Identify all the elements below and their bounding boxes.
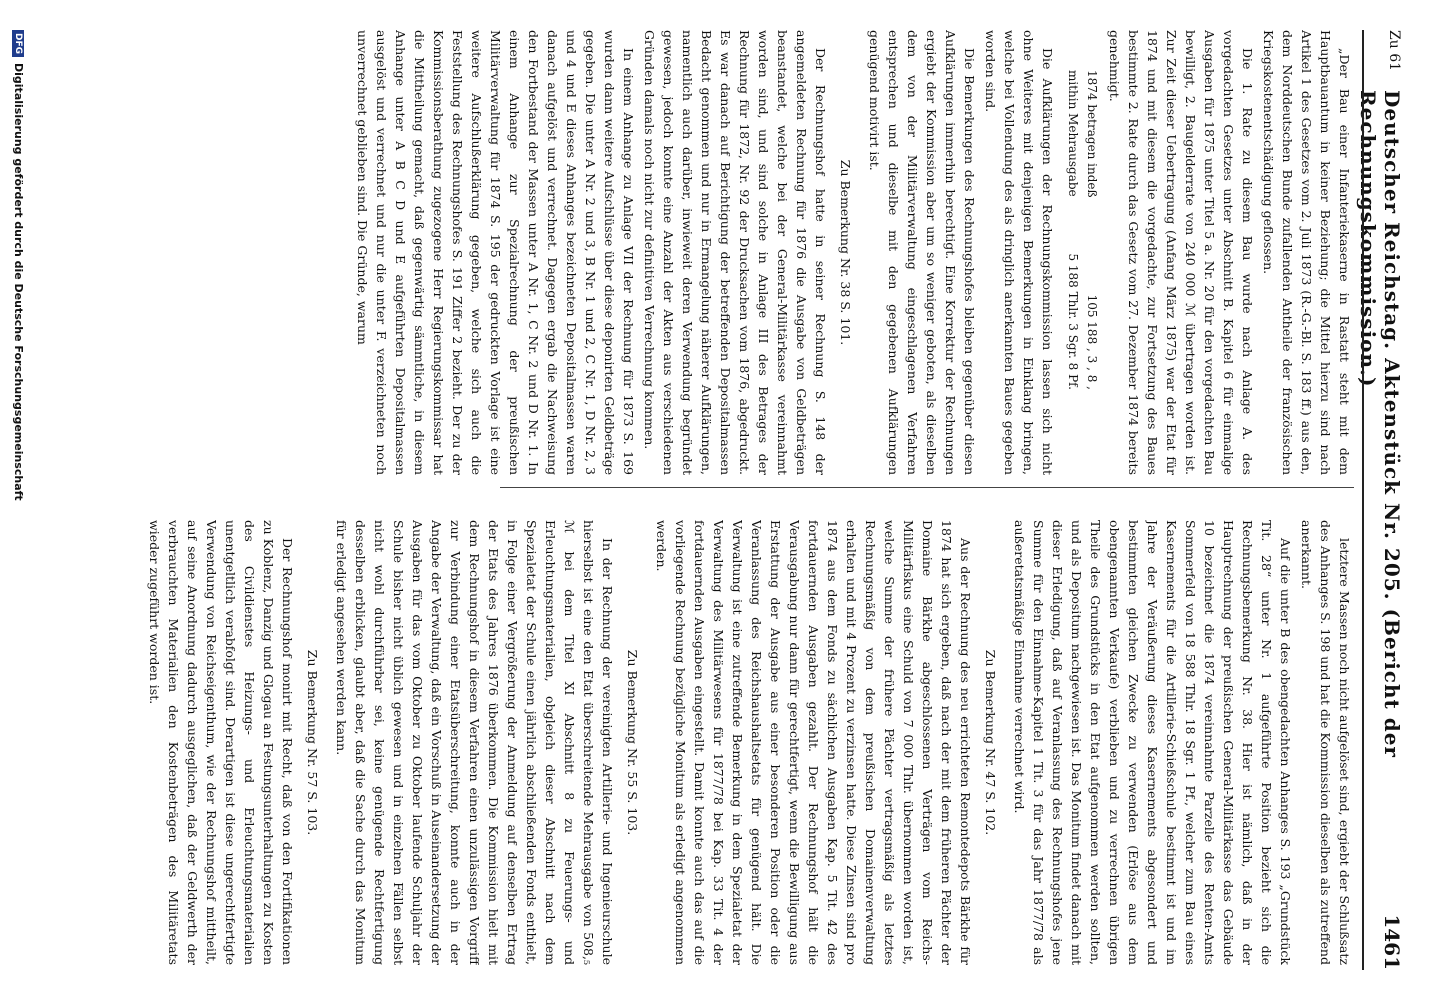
table-row	[1082, 70, 1101, 390]
table-cell: 1874 betragen indeß	[1085, 70, 1099, 198]
footer-text: Digitalisierung gefördert durch die Deutsche Forschungsgemeinschaft	[12, 63, 25, 501]
digitization-footer	[12, 30, 25, 501]
paragraph: Aus der Rechnung des neu errichteten Remontedepots Bärkhe für 1874 hat sich ergeben, daß nach der mit dem früheren Pächter der Domaine Bärkhe abgeschlossenen Verträgen vom Reichs-Militärfiskus eine Schuld von 7 000 Thlr. übernommen worden ist, welche Summe der frühere Pächter vertragsmäßig als letztes Rechnungsmäßig von dem preußischen Domainenverwaltung erhalten und mit 4 Prozent zu verzinsen hatte. Diese Zinsen sind pro 1874 aus dem Fonds zu sächlichen Ausgaben Kap. 5 Tit. 42 des fortdauernden Ausgaben gezahlt. Der Rechnungshof hält die Verausgabung nur dann für gerechtfertigt, wenn die Bewilligung aus Erstattung der Ausgabe aus einer besonderen Position oder die Veranlassung des Reichshaushaltsetats für genügend hält. Die Verwaltung ist eine zutreffende Bemerkung in dem Spezialetat der Verwaltung des Militärwesens für 1877/78 bei Kap. 33 Tit. 4 der fortdauernden Ausgaben eingestellt. Damit konnte auch das auf die vorliegende Rechnung bezügliche Monitum als erledigt angenommen werden.	[654, 520, 973, 965]
paragraph: In einem Anhange zu Anlage VII der Rechnung für 1873 S. 169 wurden dann weitere Aufschlüsse über diese deponirten Geldbeträge gegeben. Die unter A Nr. 2 und 3, B Nr. 1 und 2, C Nr. 1, D Nr. 2, 3 und 4 und E dieses Anhanges bezeichneten Depositalmassen waren danach aufgelöst und verrechnet. Dagegen ergab die Nachweisung den Fortbestand der Massen unter A Nr. 1, C Nr. 2 und D Nr. 1. In einem Anhange zur Spezialrechnung der preußischen Militärverwaltung für 1874 S. 195 der gedruckten Vorlage ist eine weitere Aufschlußerklärung gegeben, welche sich auch die Feststellung des Rechnungshofes S. 191 Ziffer 2 bezieht. Der zu der Kommissionsberathung zugezogene Herr Regierungskommissar hat die Mittheilung gemacht, daß gegenwärtig sämmtliche, in diesem Anhange unter A B C D und E aufgeführten Depositalmassen ausgelöst und verrechnet und nur die unter F. verzeichneten noch unverrechnet geblieben sind. Die Gründe, warum	[355, 30, 636, 475]
section-heading: Zu Bemerkung Nr. 47 S. 102.	[983, 649, 998, 836]
paragraph: Der Rechnungshof hatte in seiner Rechnung S. 148 der angemeldeten Rechnung für 1876 die Ausgabe von Geldbeträgen beanstandet, welche bei der General-Militärkasse vereinnahmt worden sind, und sind solche in Anlage III des Betrages der Rechnung für 1872, Nr. 92 der Drucksachen vom 1876, abgedruckt. Es war danach auf Berichtigung der betreffenden Depositalmassen Bedacht genommen und nur in Ermangelung näherer Aufklärungen, namentlich auch darüber, inwieweit deren Verwendung begründet gewesen, jedoch konnte eine Anzahl der Akten aus verschiedenen Gründen damals noch nicht zur definitiven Verrechnung kommen.	[642, 30, 828, 475]
table-cell: mithin Mehrausgabe	[1066, 70, 1080, 197]
paragraph: Die 1. Rate zu diesem Bau wurde nach Anlage A. des vorgedachten Gesetzes unter Abschnitt B. Kapitel 6 für einmalige Ausgaben für 1875 unter Titel 5 a. Nr. 20 für den vorgedachten Bau bewilligt, 2. Baugelderrate von 240 000 ℳ übertragen worden ist. Zur Zeit dieser Uebertragung (Anfang März 1875) war der Etat für 1874 und mit diesem die vorgedachte, zur Fortsetzung des Baues bestimmte 2. Rate durch das Gesetz vom 27. Dezember 1874 bereits genehmigt.	[1107, 30, 1255, 475]
left-column	[60, 30, 1354, 475]
paragraph: Auf die unter B des obengedachten Anhanges S. 193 „Grundstück Tit. 28“ unter Nr. 1 aufgeführte Position bezieht sich die Rechnungsbemerkung Nr. 38. Hier ist nämlich, daß in der Hauptrechnung der preußischen General-Militärkasse das Gebäude 10 bezeichnet die 1874 vereinnahmte Parzelle des Renten-Amts Sommerfeld von 18 588 Thlr. 18 Sgr. 1 Pf., welcher zum Bau eines Kasernements für die Artillerie-Schießschule bestimmt ist und im Jahre der Veräußerung dieses Kasernements abgesondert und bestimmten gleichen Zwecke zu verwenden (Erlöse aus dem obengenannten Verkaufe) verblieben und zu verrechnen übrigen Theile des Grundstücks in den Etat aufgenommen werden sollten, und als Depositum nachgewiesen ist. Das Monitum findet danach mit dieser Erledigung, daß auf Veranlassung des Rechnungshofes jene Summe für den Einnahme-Kapitel 1 Tit. 3 für das Jahr 1877/78 als außeretatsmäßige Einnahme verrechnet wird.	[1012, 520, 1293, 965]
section-heading: Zu Bemerkung Nr. 55 S. 103.	[625, 649, 640, 836]
paragraph: Der Rechnungshof monirt mit Recht, daß von den Fortifikationen zu Koblenz, Danzig und Glogau an Festungsunterhaltungen zu Kosten des Civildienstes Heizungs- und Erleuchtungsmaterialien unentgeltlich verabfolgt sind. Derartigen ist diese ungerechtfertigte Verwendung von Reichseigenthum, wie der Rechnungshof mittheilt, auf seine Anordnung dadurch ausgeglichen, daß der Geldwerth der verbrauchten Materialien den Kostenbeträgen des Militäretats wieder zugeführt worden ist.	[147, 520, 295, 965]
paragraph: „Der Bau einer Infanteriekaserne in Rastatt steht mit dem Hauptbauantum in keiner Beziehung; die Mittel hierzu sind nach Artikel 1 des Gesetzes vom 2. Juli 1873 (R.-G.-Bl. S. 183 ff.) aus den, dem Norddeutschen Bunde zufallenden Antheile der französischen Kriegskostenentschädigung geflossen.	[1261, 30, 1352, 475]
paragraph: Die Aufklärungen der Rechnungskommission lassen sich nicht ohne Weiteres mit denjenigen Bemerkungen in Einklang bringen, welche bei Vollendung des als dringlich anerkannten Baues gegeben worden sind.	[983, 30, 1055, 475]
table-cell: 105 188 , 3 , 8 ,	[1085, 294, 1099, 390]
paragraph: In der Rechnung der vereinigten Artillerie- und Ingenieurschule hierselbst ist eine den Etat überschreitende Mehrausgabe von 508,₅ ℳ bei dem Titel XI Abschnitt 8 zu Feuerungs- und Erleuchtungsmaterialien, obgleich dieser Abschnitt nach dem Spezialetat der Schule einen jährlich abschließenden Fonds enthielt, in Folge einer Vergrößerung der Anmeldung auf denselben Ertrag der Etats des Jahres 1876 überkommen. Die Kommission hielt mit dem Rechnungshof in diesem Verfahren einen unzulässigen Vorgriff zur Verbindung einer Etatsüberschreitung, konnte auch in der Angabe der Verwaltung, daß ein Vorschuß in Auseinandersetzung der Ausgaben für das vom Oktober zu Oktober laufende Schuljahr der Schule bisher nicht üblich gewesen und in einzelnen Fällen selbst nicht wohl durchführbar sei, keine genügende Rechtfertigung desselben erblicken, glaubt aber, daß die Sache durch das Monitum für erledigt angesehen werden kann.	[334, 520, 615, 965]
header-rule	[1362, 30, 1364, 970]
page-number: 1461	[1380, 914, 1404, 970]
paragraph: letztere Massen noch nicht aufgelöset sind, ergiebt der Schlußsatz des Anhanges S. 198 und hat die Kommission dieselben als zutreffend anerkannt.	[1299, 520, 1352, 965]
page-title: Deutscher Reichstag. Aktenstück Nr. 205. (Bericht der Rechnungskommission.)	[1356, 90, 1404, 758]
section-heading: Zu Bemerkung Nr. 57 S. 103.	[305, 649, 320, 836]
right-column	[60, 520, 1354, 965]
dfg-logo: DFG	[13, 30, 25, 57]
page-ref: Zu 61	[1386, 30, 1402, 72]
section-heading: Zu Bemerkung Nr. 38 S. 101.	[838, 159, 853, 346]
column-divider	[500, 487, 1354, 488]
paragraph: Die Bemerkungen des Rechnungshofes bleiben gegenüber diesen Aufklärungen immerhin berechtigt. Eine Korrektur der Rechnungen ergiebt der Kommission aber um so weniger geboten, als dieselben dem von der Militärverwaltung eingeschlagenen Verfahren entsprechen und dieselbe mit den gegebenen Aufklärungen genügend motivirt ist.	[867, 30, 977, 475]
table-row	[1063, 70, 1082, 390]
table-cell: 5 188 Thlr. 3 Sgr. 8 Pf.	[1066, 253, 1080, 390]
expense-table	[1063, 70, 1101, 475]
page-header	[1356, 30, 1410, 970]
